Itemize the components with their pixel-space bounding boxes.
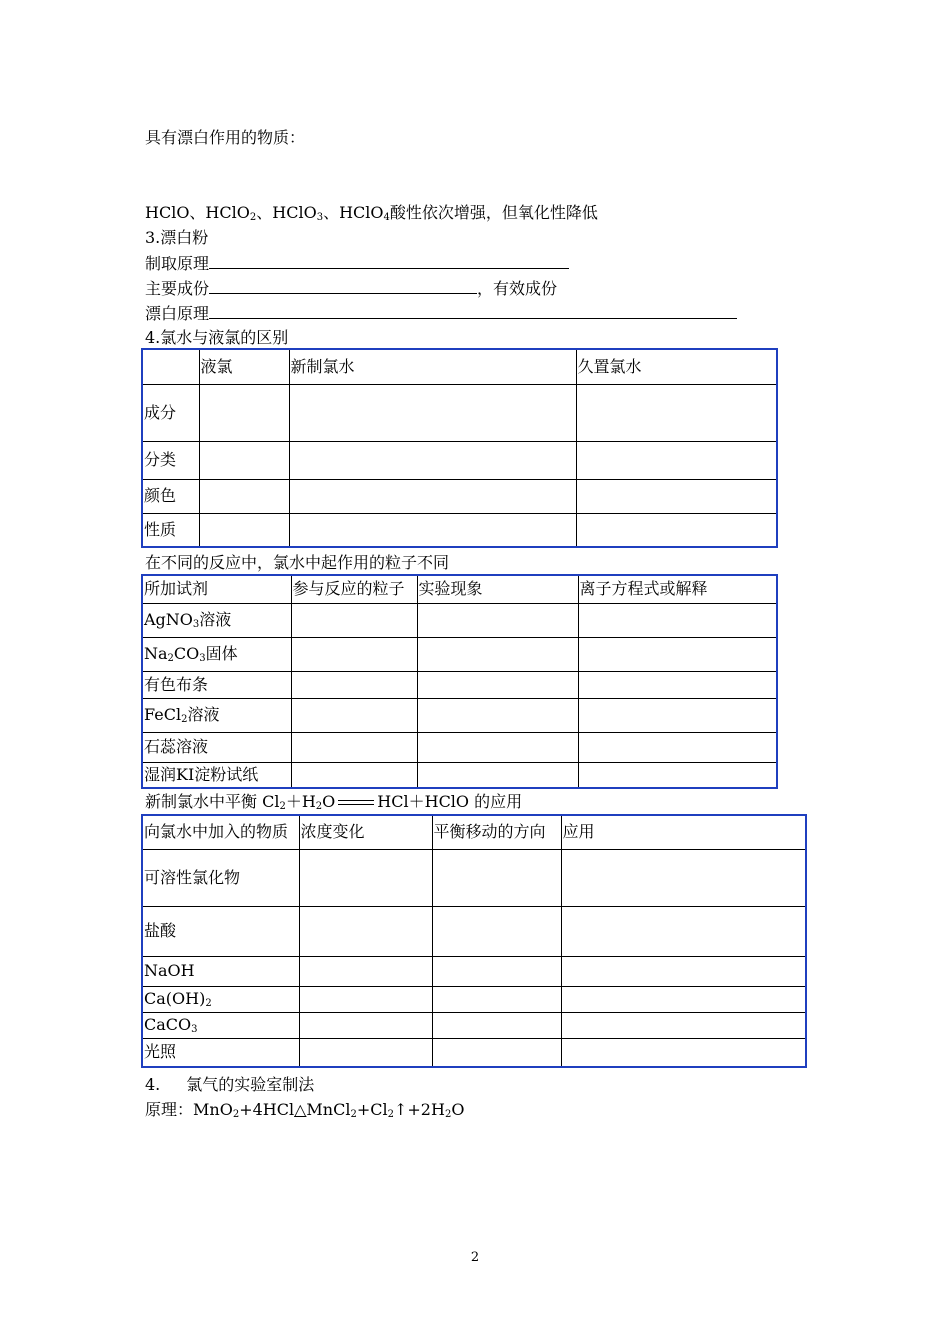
table-cell[interactable] xyxy=(291,698,417,732)
table-cell[interactable] xyxy=(561,906,806,956)
equilibrium-arrow-icon xyxy=(335,797,377,809)
table-header-cell: 向氯水中加入的物质 xyxy=(142,815,299,849)
table-cell[interactable] xyxy=(417,698,578,732)
table-cell[interactable] xyxy=(299,956,432,986)
table-cell[interactable] xyxy=(561,956,806,986)
table-cell[interactable] xyxy=(299,986,432,1012)
row-label: $Na_2CO_3$固体 xyxy=(142,637,291,671)
table-header-cell: 应用 xyxy=(561,815,806,849)
table-cell[interactable] xyxy=(432,1012,561,1038)
table-cell[interactable] xyxy=(578,698,777,732)
table-cell[interactable] xyxy=(561,986,806,1012)
table-cell[interactable] xyxy=(561,1038,806,1067)
table-cell[interactable] xyxy=(417,603,578,637)
row-label: AgNO$_3$溶液 xyxy=(142,603,291,637)
table-cell[interactable] xyxy=(291,732,417,762)
row-label: 可溶性氯化物 xyxy=(142,849,299,906)
row-label: 光照 xyxy=(142,1038,299,1067)
table-cell[interactable] xyxy=(199,479,289,513)
row-label: 有色布条 xyxy=(142,671,291,698)
table-cell[interactable] xyxy=(417,762,578,788)
row-label: 湿润KI淀粉试纸 xyxy=(142,762,291,788)
table-cell[interactable] xyxy=(432,956,561,986)
reacting-particles-title: 在不同的反应中，氯水中起作用的粒子不同 xyxy=(145,553,450,572)
table-cell[interactable] xyxy=(291,671,417,698)
section-4-title: 4.氯水与液氯的区别 xyxy=(145,328,289,347)
row-label: 分类 xyxy=(142,441,199,479)
row-label: 石蕊溶液 xyxy=(142,732,291,762)
table-cell[interactable] xyxy=(417,671,578,698)
row-label: NaOH xyxy=(142,956,299,986)
table-cell[interactable] xyxy=(289,513,576,547)
table-cell[interactable] xyxy=(199,441,289,479)
table-cell[interactable] xyxy=(299,1012,432,1038)
table-header-cell: 实验现象 xyxy=(417,575,578,603)
row-label: CaCO$_3$ xyxy=(142,1012,299,1038)
equilibrium-shift-table xyxy=(141,814,807,1068)
row-label: $Ca(OH)_2$ xyxy=(142,986,299,1012)
table-cell[interactable] xyxy=(299,1038,432,1067)
table-header-cell: 离子方程式或解释 xyxy=(578,575,777,603)
preparation-label: 制取原理 xyxy=(145,254,210,273)
table-cell[interactable] xyxy=(199,384,289,441)
section-3-title: 3.漂白粉 xyxy=(145,228,209,247)
table-cell[interactable] xyxy=(578,732,777,762)
bleaching-principle-blank[interactable] xyxy=(209,303,737,319)
table-cell[interactable] xyxy=(432,986,561,1012)
lab-preparation-heading: 4. 氯气的实验室制法 xyxy=(145,1075,315,1094)
table-cell[interactable] xyxy=(578,637,777,671)
effective-component-label: ，有效成份 xyxy=(477,279,558,298)
preparation-principle-line xyxy=(145,253,569,274)
table-cell[interactable] xyxy=(417,732,578,762)
table-cell[interactable] xyxy=(299,906,432,956)
table-cell[interactable] xyxy=(417,637,578,671)
table-cell[interactable] xyxy=(299,849,432,906)
bleaching-principle-line xyxy=(145,303,737,324)
table-header-cell: 新制氯水 xyxy=(289,349,576,384)
table-cell[interactable] xyxy=(576,441,777,479)
main-component-line xyxy=(145,278,557,299)
row-label: 性质 xyxy=(142,513,199,547)
table-cell[interactable] xyxy=(578,603,777,637)
chlorine-water-comparison-table xyxy=(141,348,778,548)
table-cell[interactable] xyxy=(561,849,806,906)
row-label: FeCl$_2$溶液 xyxy=(142,698,291,732)
table-cell[interactable] xyxy=(289,479,576,513)
table-cell[interactable] xyxy=(576,384,777,441)
row-label: 颜色 xyxy=(142,479,199,513)
main-component-label: 主要成份 xyxy=(145,279,210,298)
table-cell[interactable] xyxy=(578,762,777,788)
acid-strength-line: HClO、HClO$_2$、HClO$_3$、HClO$_4$酸性依次增强，但氧化性降低 xyxy=(145,203,598,223)
table-cell[interactable] xyxy=(291,637,417,671)
table-cell[interactable] xyxy=(291,603,417,637)
table-cell[interactable] xyxy=(561,1012,806,1038)
table-cell[interactable] xyxy=(432,1038,561,1067)
bleaching-principle-label: 漂白原理 xyxy=(145,304,210,323)
table-header-cell: 浓度变化 xyxy=(299,815,432,849)
table-header-cell: 所加试剂 xyxy=(142,575,291,603)
heat-triangle-icon: △ xyxy=(294,1100,307,1119)
table-cell[interactable] xyxy=(432,906,561,956)
table-header-cell: 液氯 xyxy=(199,349,289,384)
table-cell[interactable] xyxy=(199,513,289,547)
equilibrium-application-title: 新制氯水中平衡 $Cl_2+H_2O$ HCl＋HClO 的应用 xyxy=(145,792,523,812)
table-header-cell: 平衡移动的方向 xyxy=(432,815,561,849)
row-label: 成分 xyxy=(142,384,199,441)
table-header-cell: 久置氯水 xyxy=(576,349,777,384)
reagent-particle-table xyxy=(141,574,778,789)
table-cell[interactable] xyxy=(578,671,777,698)
table-cell[interactable] xyxy=(432,849,561,906)
table-cell[interactable] xyxy=(576,513,777,547)
table-cell[interactable] xyxy=(289,441,576,479)
main-component-blank[interactable] xyxy=(209,278,477,294)
lab-principle-equation: 原理：$MnO_2+4HCl\triangle MnCl_2+Cl_2↑+2H_2O$ xyxy=(145,1100,465,1120)
preparation-blank[interactable] xyxy=(209,253,569,269)
table-header-cell xyxy=(142,349,199,384)
table-header-cell: 参与反应的粒子 xyxy=(291,575,417,603)
table-cell[interactable] xyxy=(576,479,777,513)
row-label: 盐酸 xyxy=(142,906,299,956)
table-cell[interactable] xyxy=(289,384,576,441)
bleaching-substances-heading: 具有漂白作用的物质： xyxy=(145,128,306,147)
table-cell[interactable] xyxy=(291,762,417,788)
page-number: 2 xyxy=(470,1250,480,1265)
